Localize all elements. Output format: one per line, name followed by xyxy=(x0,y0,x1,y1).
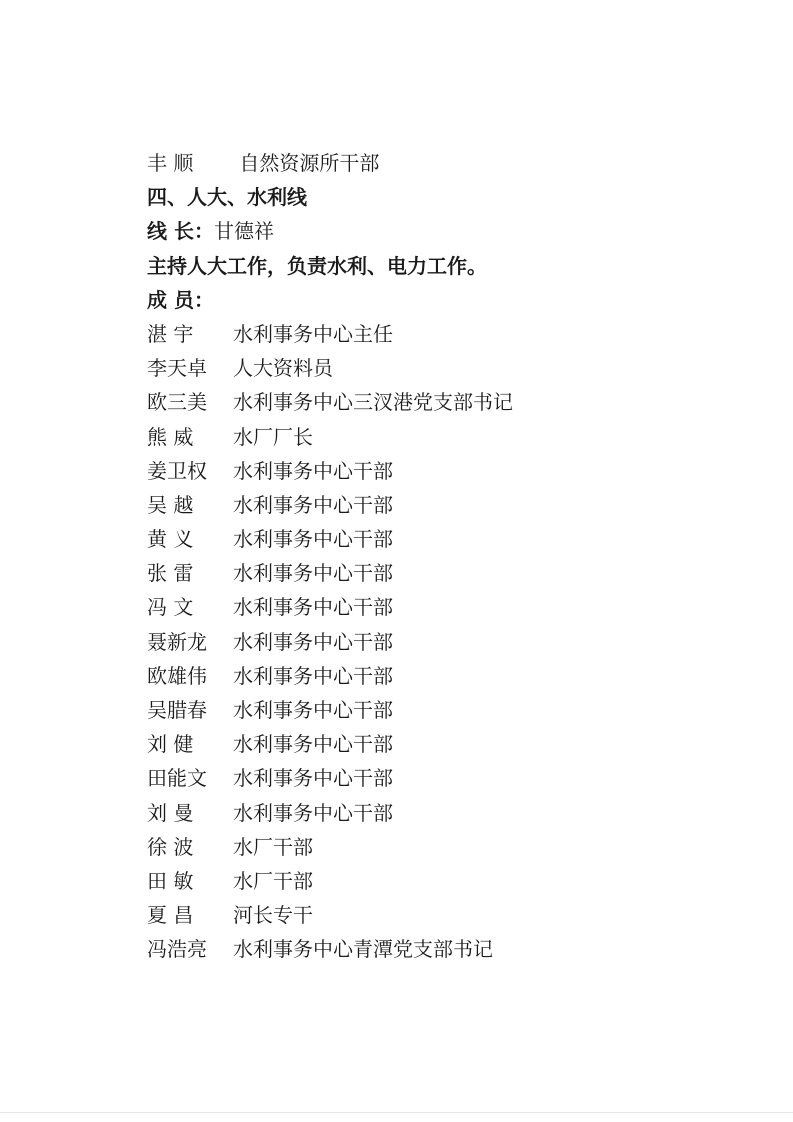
staff-row xyxy=(147,146,513,180)
leader-name: 甘德祥 xyxy=(213,219,274,244)
member-row xyxy=(147,727,513,761)
member-row xyxy=(147,693,513,727)
member-role: 水利事务中心干部 xyxy=(233,663,393,688)
member-name: 黄 义 xyxy=(147,527,194,552)
member-role: 水利事务中心干部 xyxy=(233,629,393,654)
member-role: 水利事务中心干部 xyxy=(233,800,393,825)
member-row xyxy=(147,864,513,898)
member-name: 刘 健 xyxy=(147,732,194,757)
member-row xyxy=(147,830,513,864)
member-row xyxy=(147,590,513,624)
member-name: 田 敏 xyxy=(147,868,194,893)
member-role: 水利事务中心主任 xyxy=(233,321,393,346)
member-name: 田能文 xyxy=(147,766,207,791)
member-name: 吴腊春 xyxy=(147,698,207,722)
member-row xyxy=(147,556,513,590)
member-row xyxy=(147,420,513,454)
member-name: 熊 威 xyxy=(147,424,194,449)
member-name: 夏 昌 xyxy=(147,903,194,928)
member-role: 水厂干部 xyxy=(233,868,313,893)
member-row xyxy=(147,796,513,830)
member-role: 水厂干部 xyxy=(233,834,313,859)
member-role: 水利事务中心干部 xyxy=(233,595,393,620)
member-row xyxy=(147,351,513,385)
member-name: 欧三美 xyxy=(147,390,207,415)
duty-statement: 主持人大工作，负责水利、电力工作。 xyxy=(147,253,487,278)
member-row xyxy=(147,488,513,522)
member-row xyxy=(147,659,513,693)
document-body xyxy=(147,146,513,967)
page-edge-divider xyxy=(0,1112,793,1113)
member-name: 聂新龙 xyxy=(147,629,207,654)
member-role: 人大资料员 xyxy=(233,356,333,381)
member-row xyxy=(147,385,513,419)
member-name: 湛 宇 xyxy=(147,321,194,346)
member-name: 冯浩亮 xyxy=(147,937,207,962)
leader-label: 线 长： xyxy=(147,219,214,244)
member-role: 水利事务中心干部 xyxy=(233,458,393,483)
member-row xyxy=(147,932,513,966)
leader-row xyxy=(147,214,513,248)
member-role: 水利事务中心干部 xyxy=(233,766,393,791)
member-role: 水利事务中心干部 xyxy=(233,527,393,552)
member-list xyxy=(147,317,513,967)
member-name: 欧雄伟 xyxy=(147,663,207,688)
member-role: 水厂厂长 xyxy=(233,424,313,449)
member-name: 姜卫权 xyxy=(147,458,207,483)
member-name: 李天卓 xyxy=(147,356,207,381)
member-name: 张 雷 xyxy=(147,561,194,586)
member-role: 水利事务中心三汊港党支部书记 xyxy=(233,390,513,415)
member-name: 刘 曼 xyxy=(147,800,194,825)
section-heading: 四、人大、水利线 xyxy=(147,185,307,210)
member-role: 水利事务中心青潭党支部书记 xyxy=(233,937,493,962)
member-row xyxy=(147,625,513,659)
member-row xyxy=(147,898,513,932)
member-role: 河长专干 xyxy=(233,903,313,928)
member-name: 吴 越 xyxy=(147,492,194,517)
member-row xyxy=(147,454,513,488)
staff-name: 丰 顺 xyxy=(147,151,194,175)
member-role: 水利事务中心干部 xyxy=(233,561,393,586)
staff-role: 自然资源所干部 xyxy=(239,151,380,175)
member-row xyxy=(147,522,513,556)
member-role: 水利事务中心干部 xyxy=(233,732,393,757)
member-role: 水利事务中心干部 xyxy=(233,492,393,517)
member-role: 水利事务中心干部 xyxy=(233,698,393,722)
member-name: 徐 波 xyxy=(147,834,194,859)
members-label: 成 员： xyxy=(147,287,214,312)
member-name: 冯 文 xyxy=(147,595,194,620)
member-row xyxy=(147,317,513,351)
member-row xyxy=(147,761,513,795)
